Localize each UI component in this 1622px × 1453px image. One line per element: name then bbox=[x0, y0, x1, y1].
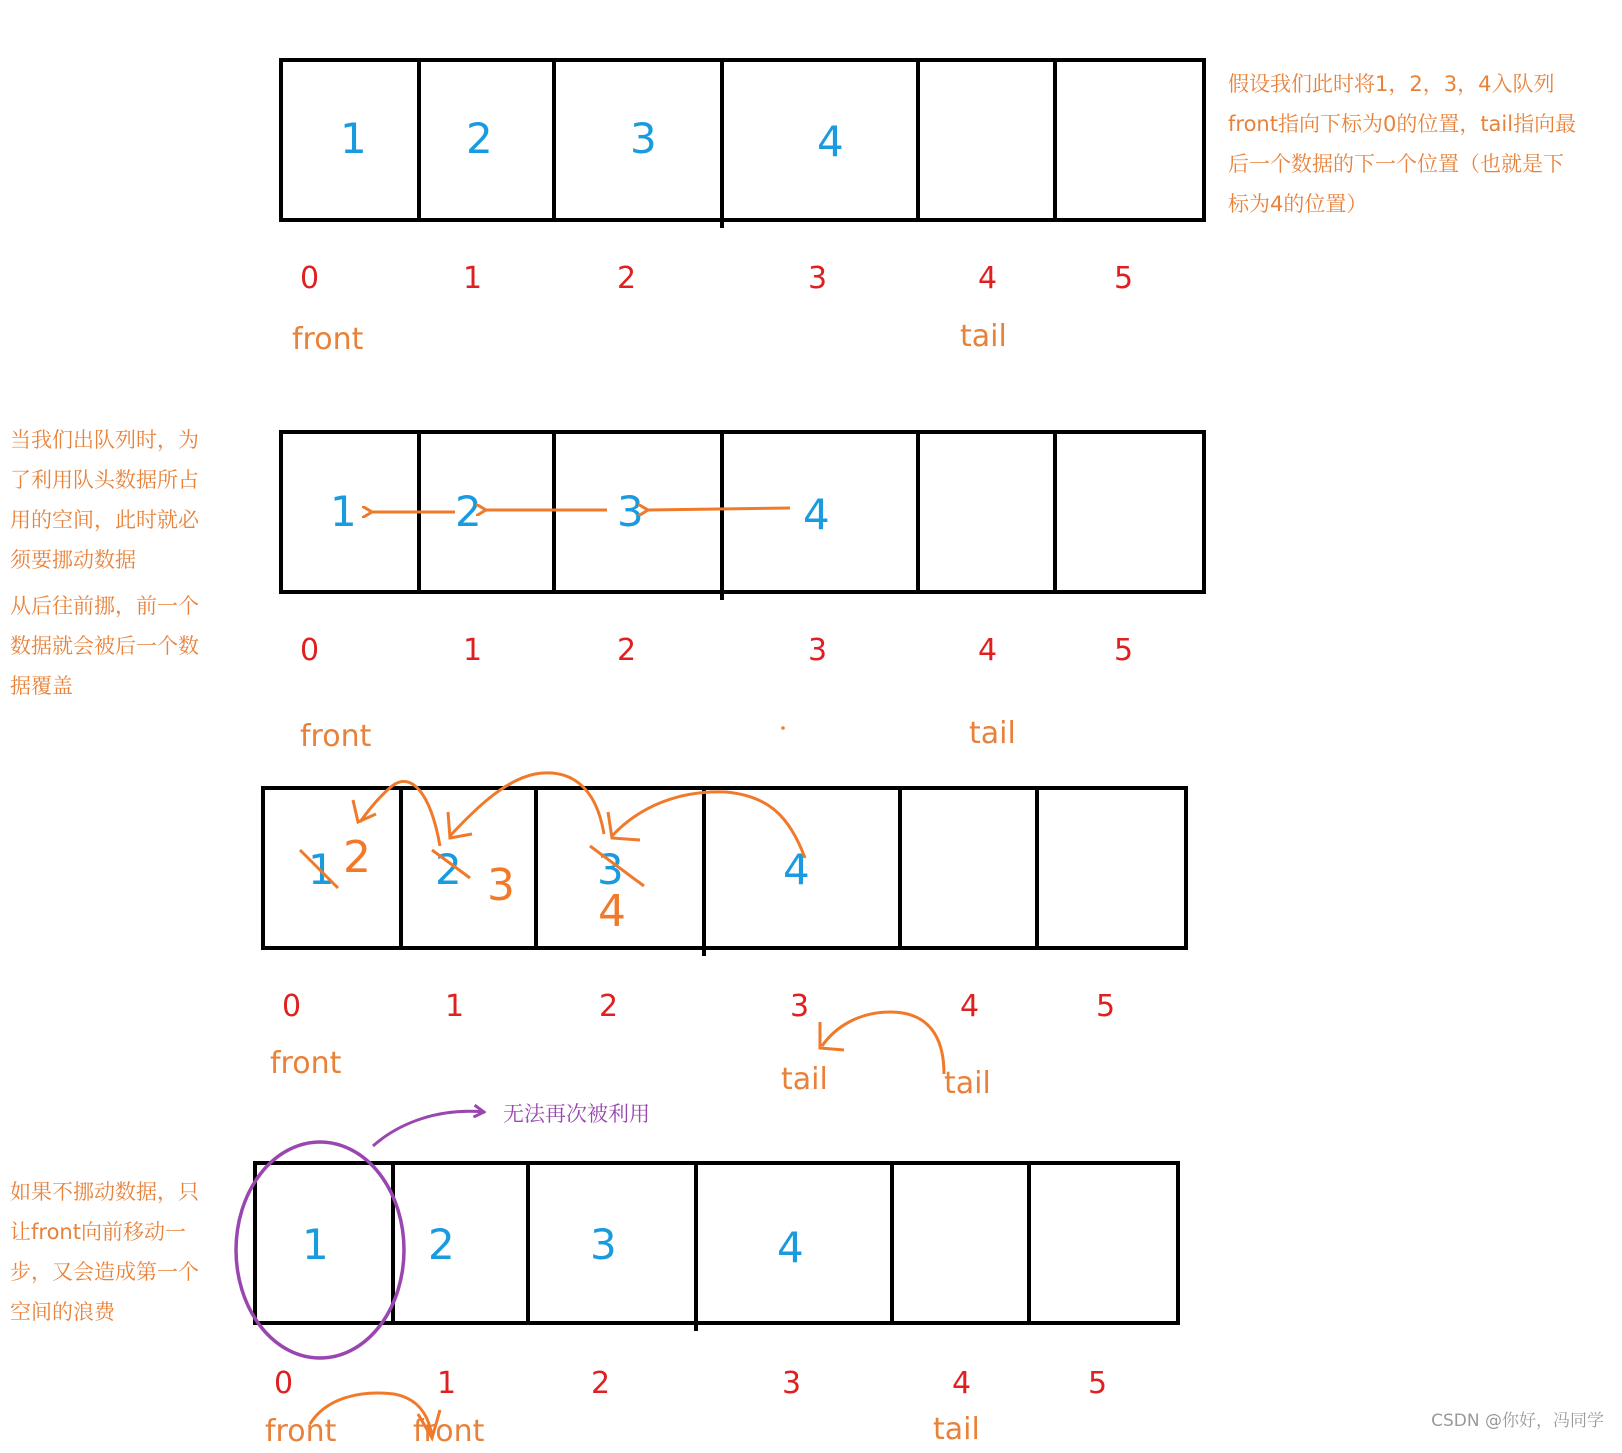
row1-front-label: front bbox=[292, 322, 364, 357]
row4-index: 3 bbox=[782, 1366, 802, 1401]
row2-index: 0 bbox=[300, 633, 320, 668]
handwritten-value: 3 bbox=[487, 860, 515, 911]
row1-value: 3 bbox=[630, 114, 657, 163]
row4-values bbox=[302, 1220, 804, 1272]
handwritten-value: 2 bbox=[343, 832, 371, 883]
row4-index: 0 bbox=[274, 1366, 294, 1401]
row2-shift-arrows bbox=[372, 508, 790, 512]
row1-index: 2 bbox=[617, 261, 637, 296]
row4-value: 3 bbox=[590, 1220, 617, 1269]
row1-note: 假设我们此时将1，2，3，4入队列 front指向下标为0的位置，tail指向最 后一个数据的下一个位置（也就是下 标为4的位置） bbox=[1228, 72, 1577, 216]
row2-value: 1 bbox=[330, 487, 357, 536]
row2-index: 2 bbox=[617, 633, 637, 668]
row4-index: 5 bbox=[1088, 1366, 1108, 1401]
purple-arrow bbox=[373, 1111, 484, 1146]
row2-index: 1 bbox=[463, 633, 483, 668]
row1-value: 4 bbox=[817, 117, 844, 166]
row3-value: 2 bbox=[435, 845, 462, 894]
row2-value: 4 bbox=[803, 490, 830, 539]
stray-dot bbox=[781, 726, 785, 730]
wasted-arrow bbox=[373, 1111, 484, 1146]
row2-value: 2 bbox=[455, 487, 482, 536]
row2-index: 5 bbox=[1114, 633, 1134, 668]
row4-front-new-label: front bbox=[413, 1414, 485, 1449]
move-arrow bbox=[450, 773, 604, 836]
row2-front-label: front bbox=[300, 719, 372, 754]
row4-tail-label: tail bbox=[933, 1412, 980, 1447]
row3-index: 5 bbox=[1096, 989, 1116, 1024]
row1-array bbox=[281, 60, 1204, 228]
handwritten-value: 4 bbox=[598, 886, 626, 937]
row3-tail-old-label: tail bbox=[944, 1066, 991, 1101]
row1-tail-label: tail bbox=[960, 319, 1007, 354]
row1-values bbox=[340, 114, 844, 166]
watermark: CSDN @你好，冯同学 bbox=[1431, 1411, 1604, 1431]
row3-value: 1 bbox=[308, 845, 335, 894]
row3-tail-new-label: tail bbox=[781, 1062, 828, 1097]
row3-array bbox=[263, 788, 1186, 956]
row4-index: 4 bbox=[952, 1366, 972, 1401]
move-arrow bbox=[612, 792, 805, 858]
row1-index: 5 bbox=[1114, 261, 1134, 296]
row1-index: 0 bbox=[300, 261, 320, 296]
wasted-note: 无法再次被利用 bbox=[503, 1102, 650, 1126]
row3-index: 0 bbox=[282, 989, 302, 1024]
row3-handwritten bbox=[343, 832, 626, 937]
row2-index: 4 bbox=[978, 633, 998, 668]
row1-index: 3 bbox=[808, 261, 828, 296]
row3-index: 4 bbox=[960, 989, 980, 1024]
row4-value: 1 bbox=[302, 1220, 329, 1269]
row4-front-old-label: front bbox=[265, 1414, 337, 1449]
tail-move-curve bbox=[822, 1012, 944, 1074]
row4-value: 2 bbox=[428, 1220, 455, 1269]
row3-value: 3 bbox=[597, 845, 624, 894]
row4-index: 1 bbox=[437, 1366, 457, 1401]
row2-value: 3 bbox=[617, 487, 644, 536]
tail-move-arrow bbox=[820, 1012, 944, 1074]
row1-value: 1 bbox=[340, 114, 367, 163]
row4-index: 2 bbox=[591, 1366, 611, 1401]
row3-index: 2 bbox=[599, 989, 619, 1024]
shift-left-arrow bbox=[648, 508, 790, 510]
row2-index: 3 bbox=[808, 633, 828, 668]
row1-indices bbox=[300, 261, 1133, 296]
row3-index: 3 bbox=[790, 989, 810, 1024]
row2-indices bbox=[300, 633, 1133, 668]
row1-index: 4 bbox=[978, 261, 998, 296]
row1-index: 1 bbox=[463, 261, 483, 296]
row3-move-arrows bbox=[353, 773, 805, 858]
row4-note: 如果不挪动数据，只 让front向前移动一 步，又会造成第一个 空间的浪费 bbox=[10, 1180, 199, 1324]
row2-array bbox=[281, 432, 1204, 600]
row2-tail-label: tail bbox=[969, 716, 1016, 751]
row3-front-label: front bbox=[270, 1046, 342, 1081]
row3-values bbox=[308, 845, 810, 894]
row1-value: 2 bbox=[466, 114, 493, 163]
row3-value: 4 bbox=[783, 845, 810, 894]
row2-note-a: 当我们出队列时，为 了利用队头数据所占 用的空间，此时就必 须要挪动数据 bbox=[10, 428, 199, 572]
arrowhead bbox=[353, 800, 376, 822]
row4-value: 4 bbox=[777, 1223, 804, 1272]
row3-index: 1 bbox=[445, 989, 465, 1024]
row2-note-b: 从后往前挪，前一个 数据就会被后一个数 据覆盖 bbox=[10, 594, 199, 698]
row3-indices bbox=[282, 989, 1115, 1024]
